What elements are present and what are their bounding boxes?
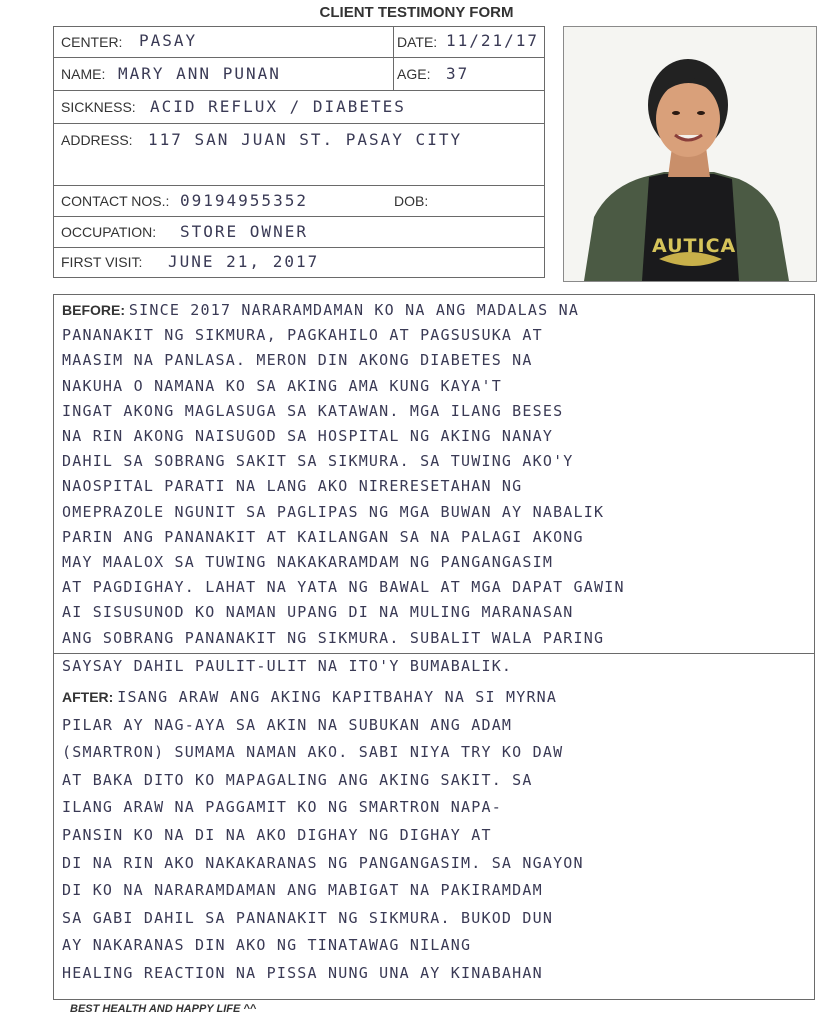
before-line	[62, 528, 584, 546]
name-label: NAME:	[61, 66, 106, 82]
after-line-text: SA GABI DAHIL SA PANANAKIT NG SIKMURA. BUKOD DUN	[62, 908, 554, 927]
before-line	[62, 578, 625, 596]
date-label: DATE:	[397, 34, 438, 50]
after-line	[62, 826, 492, 844]
after-line	[62, 798, 502, 816]
after-line	[62, 743, 563, 761]
after-line	[62, 854, 584, 872]
name-value: MARY ANN PUNAN	[118, 64, 281, 83]
after-line	[62, 909, 553, 927]
form-title: CLIENT TESTIMONY FORM	[319, 4, 514, 21]
contact-row	[54, 186, 544, 217]
after-line	[62, 936, 471, 954]
before-line-text: PANANAKIT NG SIKMURA, PAGKAHILO AT PAGSUSUKA AT	[62, 326, 543, 345]
before-line	[62, 629, 604, 647]
sickness-label: SICKNESS:	[61, 99, 136, 115]
before-line	[62, 427, 553, 445]
name-row	[54, 58, 544, 91]
before-line-text: OMEPRAZOLE NGUNIT SA PAGLIPAS NG MGA BUWAN AY NABALIK	[62, 502, 605, 521]
before-line-text: AI SISUSUNOD KO NAMAN UPANG DI NA MULING MARANASAN	[62, 603, 574, 622]
form-footer: BEST HEALTH AND HAPPY LIFE ^^	[70, 1003, 257, 1015]
date-divider	[393, 27, 394, 57]
before-line-text: NA RIN AKONG NAISUGOD SA HOSPITAL NG AKING NANAY	[62, 427, 554, 445]
before-line-text: INGAT AKONG MAGLASUGA SA KATAWAN. MGA ILANG BESES	[62, 401, 564, 420]
occupation-value: STORE OWNER	[180, 222, 308, 241]
occupation-row	[54, 217, 544, 248]
after-line	[62, 771, 533, 789]
after-line-text: DI NA RIN AKO NAKAKARANAS NG PANGANGASIM. SA NGAYON	[62, 853, 584, 872]
before-after-divider	[54, 653, 814, 654]
first-visit-row	[54, 248, 544, 277]
shirt-text: AUTICA	[652, 235, 737, 257]
occupation-label: OCCUPATION:	[61, 224, 157, 240]
before-line-text: ANG SOBRANG PANANAKIT NG SIKMURA. SUBALIT WALA PARING	[62, 628, 605, 647]
address-row	[54, 124, 544, 186]
client-info-table	[53, 26, 545, 278]
after-pre-line: SAYSAY DAHIL PAULIT-ULIT NA ITO'Y BUMABALIK.	[62, 657, 513, 675]
before-line-text: NAOSPITAL PARATI NA LANG AKO NIRERESETAHAN NG	[62, 477, 523, 496]
center-value: PASAY	[139, 31, 198, 50]
sickness-value: ACID REFLUX / DIABETES	[150, 97, 406, 116]
age-label: AGE:	[397, 66, 431, 82]
before-line-text: NAKUHA O NAMANA KO SA AKING AMA KUNG KAYA'T	[62, 376, 502, 395]
after-line-text: AT BAKA DITO KO MAPAGALING ANG AKING SAKIT. SA	[62, 770, 533, 789]
age-divider	[393, 58, 394, 90]
before-line-text: DAHIL SA SOBRANG SAKIT SA SIKMURA. SA TUWING AKO'Y	[62, 452, 574, 471]
before-line	[62, 553, 553, 571]
date-value: 11/21/17	[446, 31, 540, 50]
after-line	[62, 716, 512, 734]
contact-value: 09194955352	[180, 191, 308, 210]
first-visit-value: JUNE 21, 2017	[168, 252, 320, 271]
after-line-text: ISANG ARAW ANG AKING KAPITBAHAY NA SI MYRNA	[117, 688, 558, 706]
before-line	[62, 402, 563, 420]
before-line	[62, 603, 574, 621]
before-label: BEFORE:	[62, 302, 129, 318]
center-label: CENTER:	[61, 34, 123, 50]
after-line-text: PILAR AY NAG-AYA SA AKIN NA SUBUKAN ANG ADAM	[62, 715, 513, 734]
first-visit-label: FIRST VISIT:	[61, 254, 143, 270]
before-line	[62, 326, 543, 344]
before-line	[62, 477, 522, 495]
before-line-text: AT PAGDIGHAY. LAHAT NA YATA NG BAWAL AT MGA DAPAT GAWIN	[62, 578, 625, 597]
after-label: AFTER:	[62, 689, 118, 705]
after-line-text: PANSIN KO NA DI NA AKO DIGHAY NG DIGHAY AT	[62, 826, 492, 844]
after-line	[62, 881, 543, 899]
before-line	[62, 503, 604, 521]
center-row	[54, 27, 544, 58]
before-line-text: SINCE 2017 NARARAMDAMAN KO NA ANG MADALAS NA	[128, 301, 580, 319]
address-label: ADDRESS:	[61, 132, 133, 148]
after-line-text: HEALING REACTION NA PISSA NUNG UNA AY KINABAHAN	[62, 964, 543, 982]
age-value: 37	[446, 64, 470, 83]
before-line-text: MAY MAALOX SA TUWING NAKAKARAMDAM NG PANGANGASIM	[62, 553, 554, 571]
after-line-text: ILANG ARAW NA PAGGAMIT KO NG SMARTRON NAPA-	[62, 798, 502, 817]
before-line-text: PARIN ANG PANANAKIT AT KAILANGAN SA NA PALAGI AKONG	[62, 527, 584, 546]
after-line	[62, 964, 543, 982]
before-line	[62, 377, 502, 395]
client-photo	[563, 26, 817, 282]
after-line	[62, 688, 557, 706]
after-line-text: DI KO NA NARARAMDAMAN ANG MABIGAT NA PAKIRAMDAM	[62, 881, 543, 900]
address-value: 117 SAN JUAN ST. PASAY CITY	[148, 130, 463, 149]
contact-label: CONTACT NOS.:	[61, 193, 170, 209]
testimony-section	[53, 294, 815, 1000]
before-line	[62, 301, 579, 319]
before-line	[62, 452, 574, 470]
after-line-text: (SMARTRON) SUMAMA NAMAN AKO. SABI NIYA TRY KO DAW	[62, 743, 564, 762]
before-line	[62, 351, 533, 369]
before-line-text: MAASIM NA PANLASA. MERON DIN AKONG DIABETES NA	[62, 351, 533, 370]
after-line-text: AY NAKARANAS DIN AKO NG TINATAWAG NILANG	[62, 936, 472, 955]
dob-label: DOB:	[394, 193, 429, 209]
sickness-row	[54, 91, 544, 124]
